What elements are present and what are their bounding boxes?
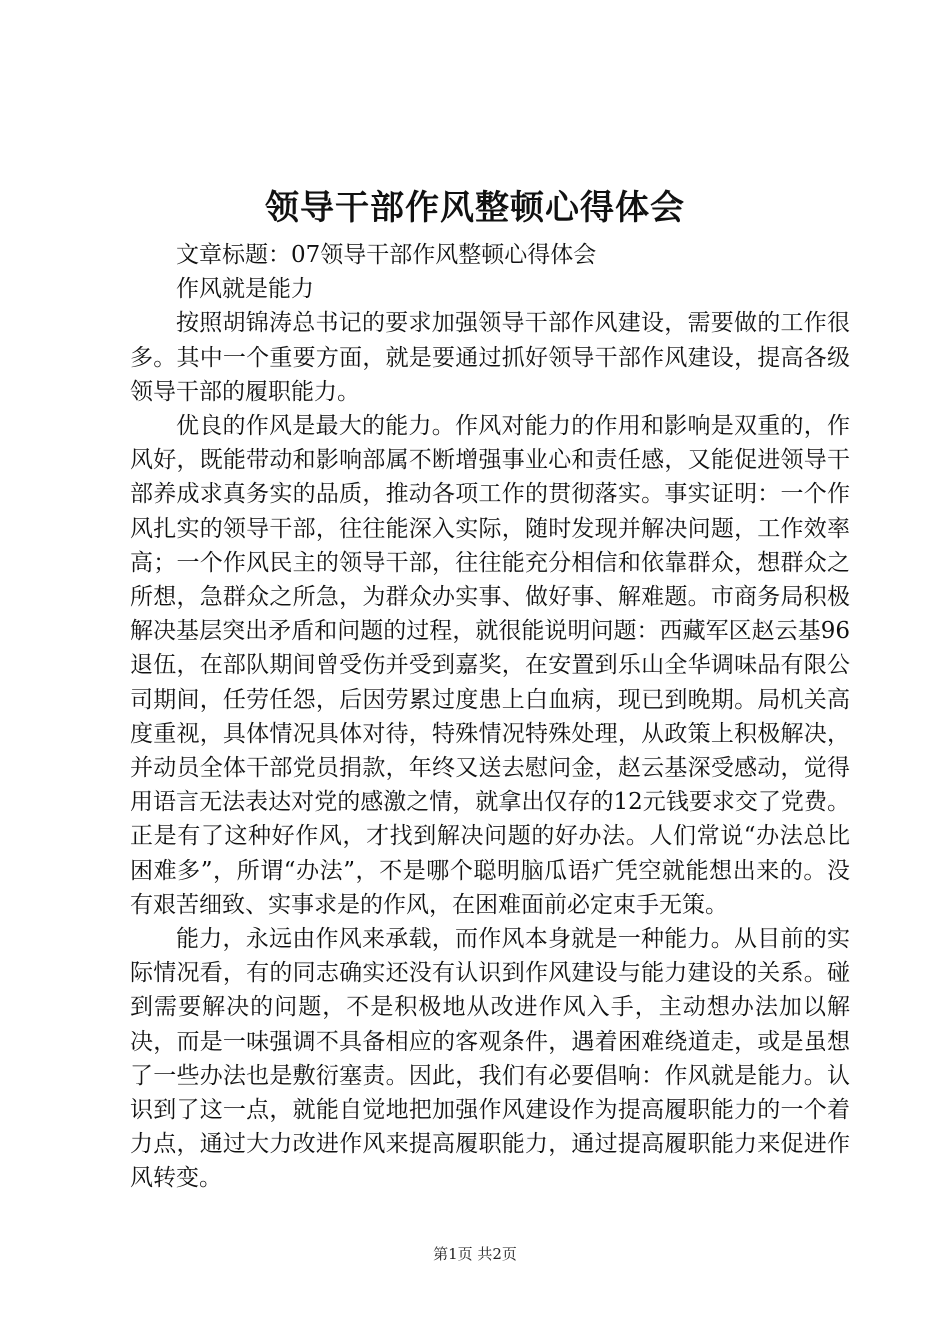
document-title: 领导干部作风整顿心得体会	[265, 188, 685, 228]
paragraph: 优良的作风是最大的能力。作风对能力的作用和影响是双重的，作风好，既能带动和影响部属不断增强事业心和责任感，又能促进领导干部养成求真务实的品质，推动各项工作的贯彻落实。事实证明：一个作风扎实的领导干部，往往能深入实际，随时发现并解决问题，工作效率高；一个作风民主的领导干部，往往能充分相信和依靠群众，想群众之所想，急群众之所急，为群众办实事、做好事、解难题。市商务局积极解决基层突出矛盾和问题的过程，就很能说明问题：西藏军区赵云基96退伍，在部队期间曾受伤并受到嘉奖，在安置到乐山全华调味品有限公司期间，任劳任怨，后因劳累过度患上白血病，现已到晚期。局机关高度重视，具体情况具体对待，特殊情况特殊处理，从政策上积极解决，并动员全体干部党员捐款，年终又送去慰问金，赵云基深受感动，觉得用语言无法表达对党的感激之情，就拿出仅存的12元钱要求交了党费。正是有了这种好作风，才找到解决问题的好办法。人们常说“办法总比困难多”，所谓“办法”，不是哪个聪明脑瓜语疒凭空就能想出来的。没有艰苦细致、实事求是的作风，在困难面前必定束手无策。	[130, 413, 850, 918]
paragraph: 按照胡锦涛总书记的要求加强领导干部作风建设，需要做的工作很多。其中一个重要方面，就是要通过抓好领导干部作风建设，提高各级领导干部的履职能力。	[130, 310, 850, 405]
document-body	[130, 238, 850, 1196]
subheading: 作风就是能力	[176, 276, 314, 303]
page-footer: 第1页 共2页	[433, 1245, 517, 1263]
article-title-line: 文章标题：07领导干部作风整顿心得体会	[176, 242, 597, 268]
paragraph: 能力，永远由作风来承载，而作风本身就是一种能力。从目前的实际情况看，有的同志确实还没有认识到作风建设与能力建设的关系。碰到需要解决的问题，不是积极地从改进作风入手，主动想办法加以解决，而是一味强调不具备相应的客观条件，遇着困难绕道走，或是虽想了一些办法也是敷衍塞责。因此，我们有必要倡响：作风就是能力。认识到了这一点，就能自觉地把加强作风建设作为提高履职能力的一个着力点，通过大力改进作风来提高履职能力，通过提高履职能力来促进作风转变。	[130, 926, 850, 1192]
